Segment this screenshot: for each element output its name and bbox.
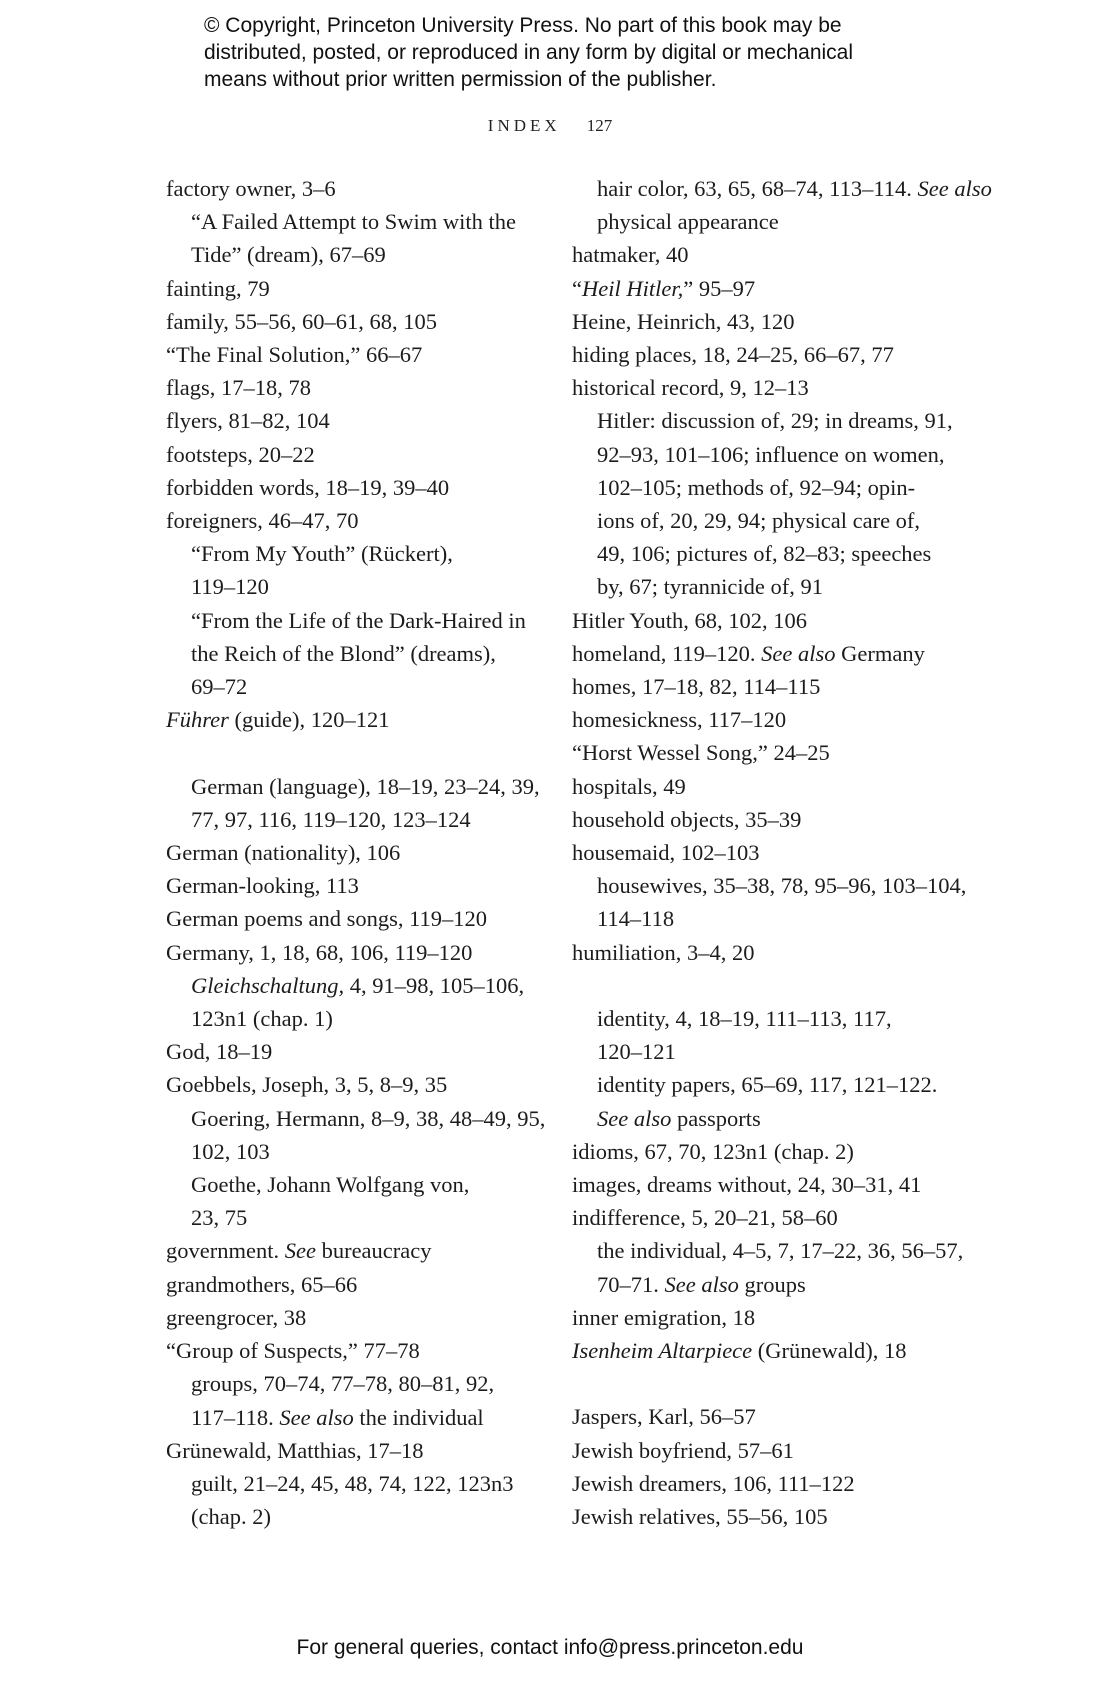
index-entry bbox=[166, 338, 556, 371]
index-entry bbox=[572, 1168, 942, 1201]
entry-text: Germany bbox=[835, 640, 925, 666]
entry-text: Jewish boyfriend, 57–61 bbox=[572, 1437, 794, 1463]
index-entry bbox=[166, 1268, 556, 1301]
entry-text: homesickness, 117–120 bbox=[572, 707, 787, 733]
entry-text: the individual, 4–5, 7, 17–22, 36, 56–57, bbox=[597, 1238, 964, 1264]
entry-text: housemaid, 102–103 bbox=[572, 840, 760, 866]
running-head bbox=[0, 116, 1100, 136]
entry-text: flags, 17–18, 78 bbox=[166, 375, 311, 401]
index-entry bbox=[572, 936, 942, 969]
entry-text: 102–105; methods of, 92–94; opin- bbox=[597, 474, 916, 500]
entry-text: physical appearance bbox=[597, 209, 779, 235]
page-number: 127 bbox=[586, 116, 613, 135]
index-entry bbox=[166, 836, 556, 869]
index-entry bbox=[572, 637, 942, 670]
entry-italic-text: Führer bbox=[166, 707, 229, 733]
entry-text: (guide), 120–121 bbox=[228, 707, 390, 733]
entry-text: 120–121 bbox=[597, 1039, 676, 1065]
entry-italic-text: Gleichschaltung, bbox=[191, 972, 345, 998]
index-entry bbox=[572, 305, 942, 338]
index-entry bbox=[166, 1068, 556, 1101]
entry-text: Hitler: discussion of, 29; in dreams, 91, bbox=[597, 408, 953, 434]
entry-text: forbidden words, 18–19, 39–40 bbox=[166, 474, 450, 500]
index-entry bbox=[166, 404, 556, 437]
entry-text: fainting, 79 bbox=[166, 275, 270, 301]
entry-italic-text: See bbox=[284, 1238, 316, 1264]
index-entry bbox=[572, 404, 953, 603]
entry-text: 4, 91–98, 105–106, bbox=[344, 972, 525, 998]
index-entry bbox=[572, 1500, 942, 1533]
index-entry bbox=[166, 305, 556, 338]
entry-italic-text: Isenheim Altarpiece bbox=[572, 1338, 753, 1364]
entry-text: “Group of Suspects,” 77–78 bbox=[166, 1338, 420, 1364]
index-entry bbox=[572, 869, 967, 935]
index-entry bbox=[572, 1434, 942, 1467]
copyright-line: © Copyright, Princeton University Press. No part of this book may be bbox=[204, 14, 842, 37]
entry-text: guilt, 21–24, 45, 48, 74, 122, 123n3 bbox=[191, 1470, 514, 1496]
entry-text: groups bbox=[738, 1271, 806, 1297]
entry-text: foreigners, 46–47, 70 bbox=[166, 508, 359, 534]
entry-text: “Horst Wessel Song,” 24–25 bbox=[572, 740, 830, 766]
index-entry bbox=[166, 205, 556, 271]
entry-text: identity papers, 65–69, 117, 121–122. bbox=[597, 1072, 938, 1098]
entry-text: “ bbox=[572, 275, 582, 301]
index-entry bbox=[166, 1035, 556, 1068]
index-entry bbox=[166, 1467, 556, 1533]
entry-text: Jaspers, Karl, 56–57 bbox=[572, 1404, 756, 1430]
entry-text: identity, 4, 18–19, 111–113, 117, bbox=[597, 1006, 892, 1032]
entry-text: greengrocer, 38 bbox=[166, 1304, 307, 1330]
entry-text: images, dreams without, 24, 30–31, 41 bbox=[572, 1172, 922, 1198]
entry-text: government. bbox=[166, 1238, 285, 1264]
entry-text: Hitler Youth, 68, 102, 106 bbox=[572, 607, 808, 633]
index-entry bbox=[166, 172, 556, 205]
index-entry bbox=[166, 1301, 556, 1334]
entry-text: Goethe, Johann Wolfgang von, bbox=[191, 1172, 470, 1198]
entry-text: family, 55–56, 60–61, 68, 105 bbox=[166, 308, 438, 334]
entry-text: (Grünewald), 18 bbox=[752, 1338, 907, 1364]
index-entry bbox=[166, 1367, 556, 1433]
entry-text: Goering, Hermann, 8–9, 38, 48–49, 95, bbox=[191, 1105, 546, 1131]
entry-text: 49, 106; pictures of, 82–83; speeches bbox=[597, 541, 932, 567]
entry-italic-text: See also bbox=[917, 176, 992, 201]
index-column-left bbox=[166, 172, 556, 1533]
entry-text: Heine, Heinrich, 43, 120 bbox=[572, 308, 795, 334]
index-entry bbox=[572, 1002, 942, 1068]
entry-italic-text: Heil Hitler, bbox=[582, 275, 684, 301]
entry-text: “From the Life of the Dark-Haired in bbox=[191, 607, 526, 633]
entry-text: 92–93, 101–106; influence on women, bbox=[597, 441, 945, 467]
letter-group-gap bbox=[572, 969, 942, 1002]
entry-text: 77, 97, 116, 119–120, 123–124 bbox=[191, 806, 471, 832]
index-entry bbox=[572, 1301, 942, 1334]
entry-text: German poems and songs, 119–120 bbox=[166, 906, 487, 932]
entry-text: household objects, 35–39 bbox=[572, 806, 802, 832]
index-entry bbox=[572, 803, 942, 836]
index-entry bbox=[166, 703, 556, 736]
entry-text: the individual bbox=[353, 1404, 484, 1430]
entry-text: Goebbels, Joseph, 3, 5, 8–9, 35 bbox=[166, 1072, 448, 1098]
entry-text: factory owner, 3–6 bbox=[166, 176, 336, 201]
index-entry bbox=[166, 1334, 556, 1367]
index-entry bbox=[166, 869, 556, 902]
entry-text: flyers, 81–82, 104 bbox=[166, 408, 330, 434]
entry-italic-text: See also bbox=[279, 1404, 354, 1430]
index-entry bbox=[166, 504, 556, 537]
entry-text: ions of, 20, 29, 94; physical care of, bbox=[597, 508, 921, 534]
copyright-line: distributed, posted, or reproduced in any form by digital or mechanical bbox=[204, 41, 854, 64]
letter-group-gap bbox=[166, 736, 556, 769]
entry-text: Jewish dreamers, 106, 111–122 bbox=[572, 1470, 855, 1496]
index-entry bbox=[166, 770, 556, 836]
entry-text: housewives, 35–38, 78, 95–96, 103–104, bbox=[597, 873, 967, 899]
index-entry bbox=[572, 172, 992, 238]
entry-text: “From My Youth” (Rückert), bbox=[191, 541, 453, 567]
index-entry bbox=[572, 1234, 964, 1300]
entry-text: 117–118. bbox=[191, 1404, 280, 1430]
entry-text: German (language), 18–19, 23–24, 39, bbox=[191, 773, 540, 799]
index-entry bbox=[572, 1400, 942, 1433]
index-entry bbox=[572, 1467, 942, 1500]
index-column-right bbox=[572, 172, 992, 1533]
entry-text: indifference, 5, 20–21, 58–60 bbox=[572, 1205, 838, 1231]
entry-text: hiding places, 18, 24–25, 66–67, 77 bbox=[572, 342, 894, 368]
index-entry bbox=[166, 1234, 556, 1267]
entry-text: Grünewald, Matthias, 17–18 bbox=[166, 1437, 424, 1463]
entry-italic-text: See also bbox=[761, 640, 836, 666]
index-entry bbox=[572, 703, 942, 736]
entry-text: 102, 103 bbox=[191, 1138, 270, 1164]
entry-text: ” 95–97 bbox=[683, 275, 756, 301]
entry-text: German-looking, 113 bbox=[166, 873, 359, 899]
entry-text: “The Final Solution,” 66–67 bbox=[166, 342, 423, 368]
entry-italic-text: See also bbox=[664, 1271, 739, 1297]
entry-text: 123n1 (chap. 1) bbox=[191, 1006, 333, 1032]
entry-text: hair color, 63, 65, 68–74, 113–114. bbox=[597, 176, 918, 201]
entry-text: 70–71. bbox=[597, 1271, 665, 1297]
index-entry bbox=[572, 770, 942, 803]
entry-italic-text: See also bbox=[597, 1105, 672, 1131]
entry-text: God, 18–19 bbox=[166, 1039, 273, 1065]
index-entry bbox=[166, 371, 556, 404]
entry-text: Tide” (dream), 67–69 bbox=[191, 242, 386, 268]
entry-text: idioms, 67, 70, 123n1 (chap. 2) bbox=[572, 1138, 854, 1164]
entry-text: historical record, 9, 12–13 bbox=[572, 375, 809, 401]
index-entry bbox=[166, 1102, 556, 1168]
entry-text: hospitals, 49 bbox=[572, 773, 686, 799]
index-entry bbox=[166, 902, 556, 935]
index-entry bbox=[166, 537, 556, 603]
index-entry bbox=[572, 1135, 942, 1168]
entry-text: by, 67; tyrannicide of, 91 bbox=[597, 574, 823, 600]
entry-text: the Reich of the Blond” (dreams), bbox=[191, 640, 496, 666]
entry-text: passports bbox=[671, 1105, 761, 1131]
index-entry bbox=[572, 1334, 942, 1367]
index-entry bbox=[166, 1434, 556, 1467]
letter-group-gap bbox=[572, 1367, 942, 1400]
entry-text: (chap. 2) bbox=[191, 1504, 271, 1530]
index-entry bbox=[166, 969, 556, 1035]
index-entry bbox=[572, 1201, 942, 1234]
index-entry bbox=[572, 272, 942, 305]
copyright-notice bbox=[204, 12, 964, 93]
index-entry bbox=[166, 936, 556, 969]
index-entry bbox=[572, 238, 942, 271]
entry-text: groups, 70–74, 77–78, 80–81, 92, bbox=[191, 1371, 495, 1397]
entry-text: bureaucracy bbox=[315, 1238, 432, 1264]
index-entry bbox=[572, 670, 942, 703]
entry-text: Germany, 1, 18, 68, 106, 119–120 bbox=[166, 939, 473, 965]
copyright-line: means without prior written permission of the publisher. bbox=[204, 68, 717, 91]
entry-text: 69–72 bbox=[191, 674, 248, 700]
entry-text: 119–120 bbox=[191, 574, 269, 600]
entry-text: homeland, 119–120. bbox=[572, 640, 762, 666]
entry-text: 114–118 bbox=[597, 906, 675, 932]
entry-text: 23, 75 bbox=[191, 1205, 248, 1231]
entry-text: Jewish relatives, 55–56, 105 bbox=[572, 1504, 828, 1530]
index-entry bbox=[166, 471, 556, 504]
index-entry bbox=[166, 438, 556, 471]
index-entry bbox=[166, 272, 556, 305]
entry-text: “A Failed Attempt to Swim with the bbox=[191, 209, 516, 235]
entry-text: humiliation, 3–4, 20 bbox=[572, 939, 755, 965]
entry-text: footsteps, 20–22 bbox=[166, 441, 315, 467]
index-entry bbox=[572, 338, 942, 371]
index-entry bbox=[572, 1068, 942, 1134]
index-entry bbox=[572, 836, 942, 869]
entry-text: hatmaker, 40 bbox=[572, 242, 689, 268]
entry-text: German (nationality), 106 bbox=[166, 840, 401, 866]
index-entry bbox=[166, 1168, 556, 1234]
index-entry bbox=[166, 604, 556, 704]
index-entry bbox=[572, 371, 942, 404]
entry-text: homes, 17–18, 82, 114–115 bbox=[572, 674, 821, 700]
index-entry bbox=[572, 604, 942, 637]
entry-text: grandmothers, 65–66 bbox=[166, 1271, 358, 1297]
running-head-label: INDEX bbox=[487, 116, 561, 135]
entry-text: inner emigration, 18 bbox=[572, 1304, 756, 1330]
index-entry bbox=[572, 736, 942, 769]
footer-contact: For general queries, contact info@press.princeton.edu bbox=[296, 1636, 804, 1659]
